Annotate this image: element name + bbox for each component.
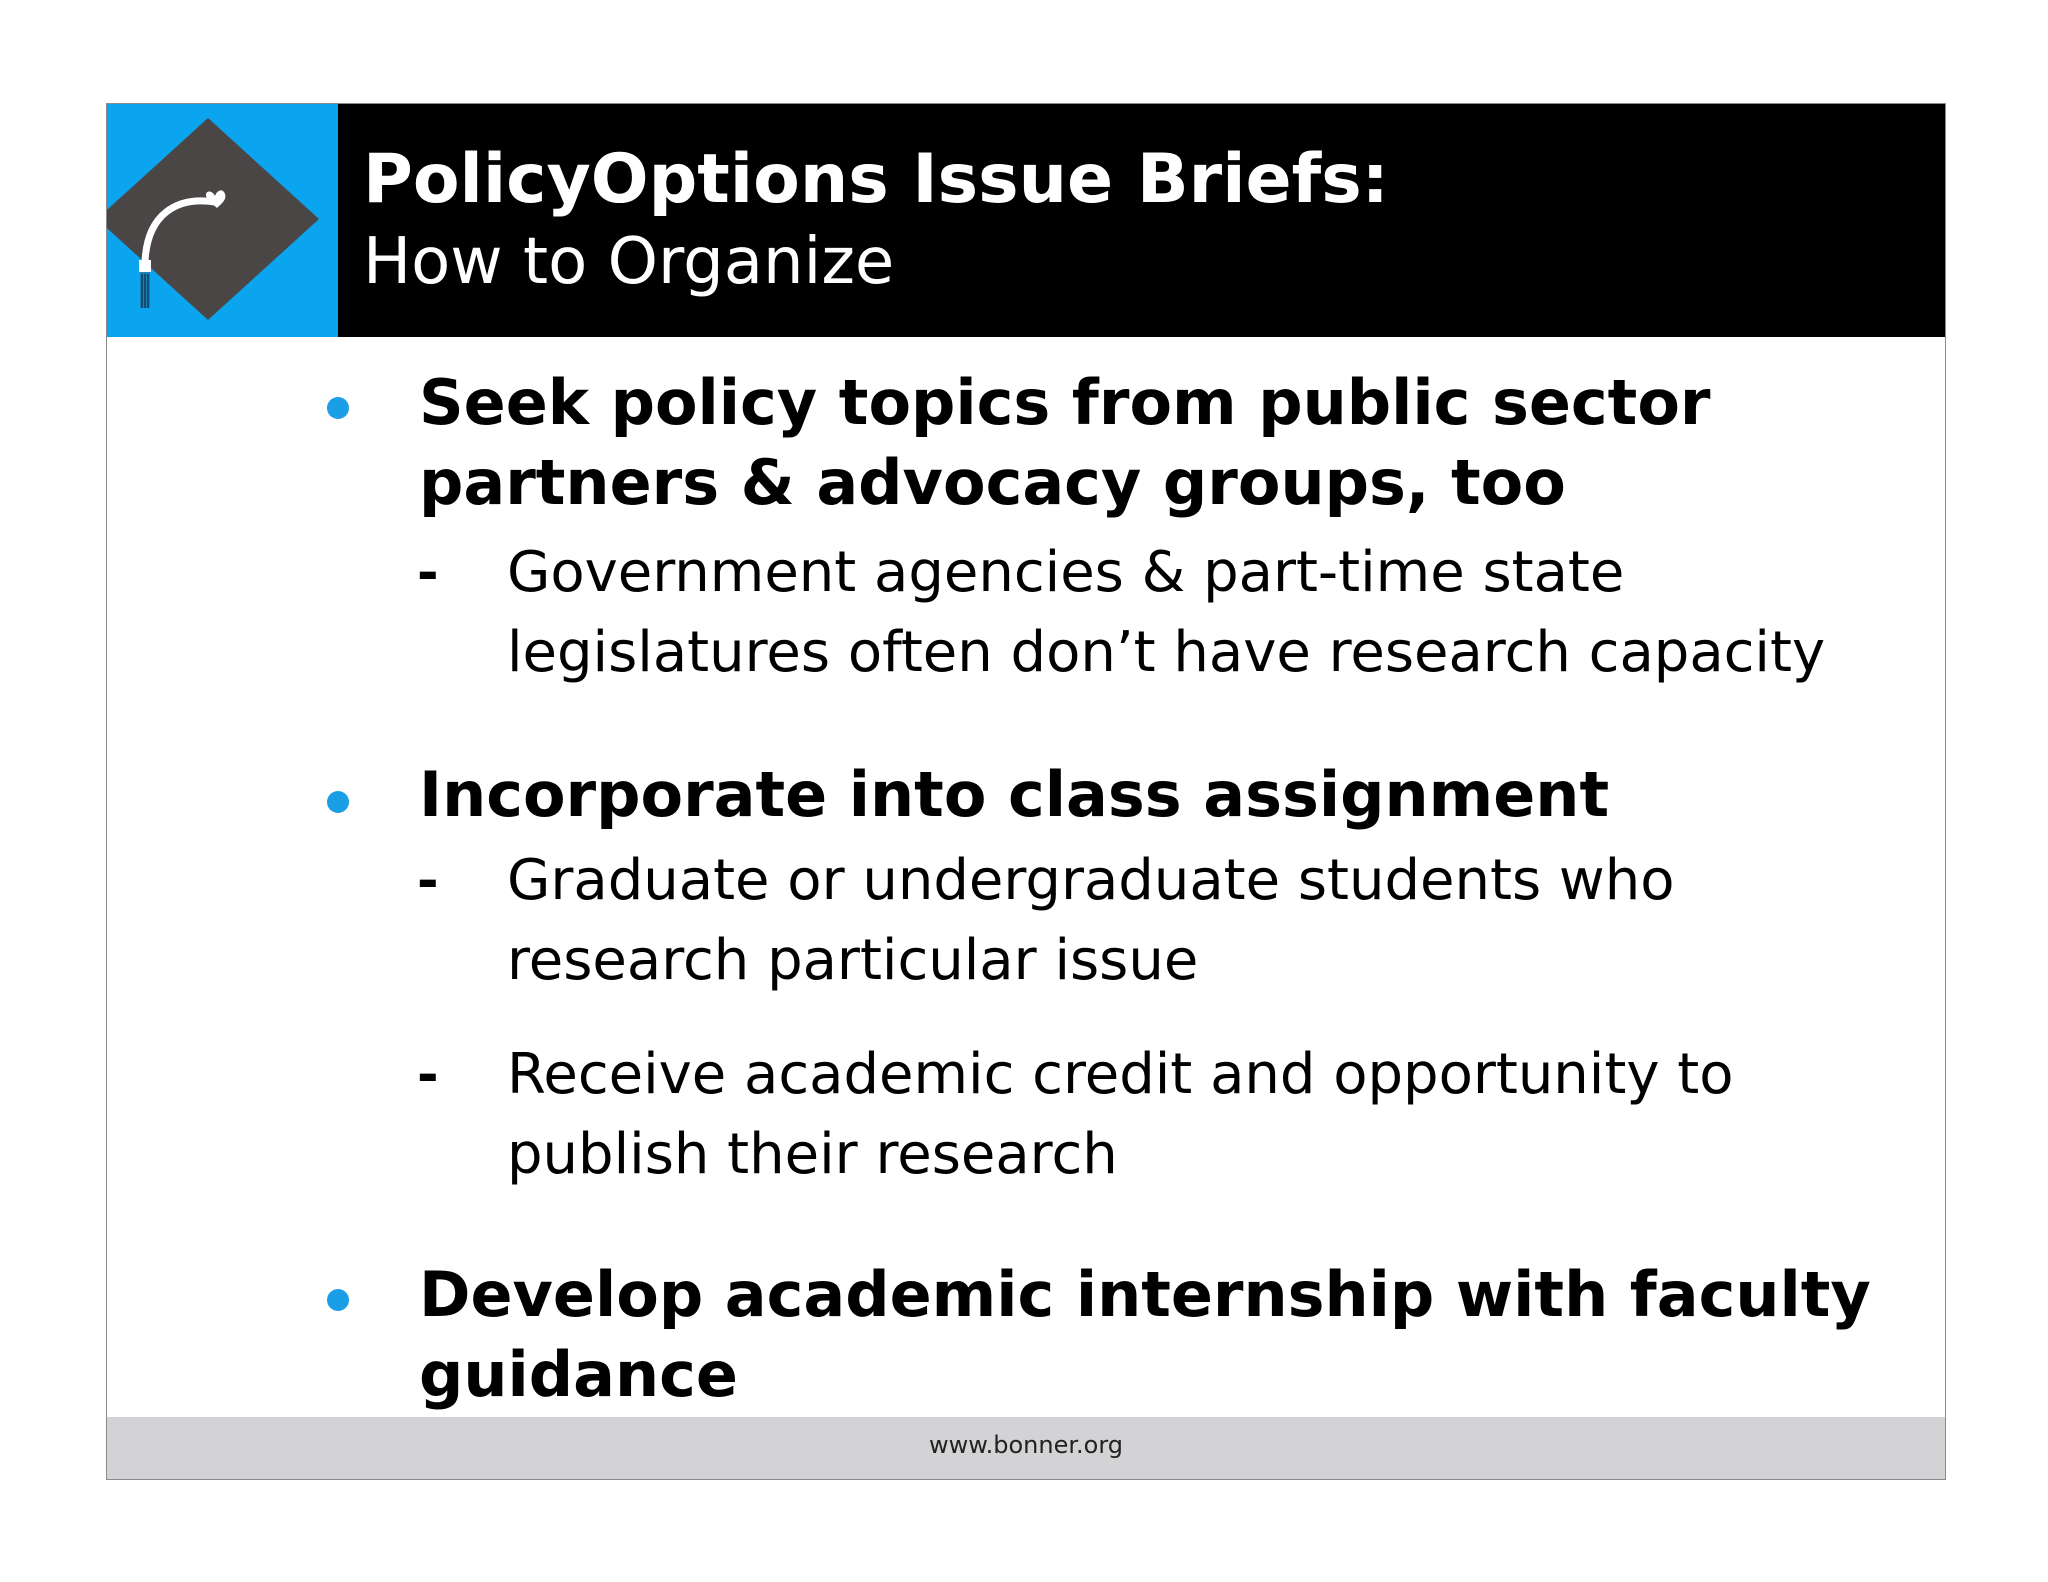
bullet-1-text: Seek policy topics from public sector partners & advocacy groups, too bbox=[419, 366, 1711, 519]
graduation-cap-logo-icon bbox=[107, 104, 338, 337]
bullet-dot-icon bbox=[327, 1289, 349, 1311]
bullet-1-sub-1-text: Government agencies & part-time state legislatures often don’t have research capacity bbox=[507, 540, 1826, 685]
slide-footer bbox=[107, 1417, 1945, 1479]
bullet-dot-icon bbox=[327, 791, 349, 813]
sub-dash: - bbox=[417, 1045, 439, 1105]
bullet-2-sub-2-text: Receive academic credit and opportunity to publish their research bbox=[507, 1042, 1734, 1187]
logo-box bbox=[107, 104, 338, 337]
bullet-3-text: Develop academic internship with faculty guidance bbox=[419, 1258, 1871, 1411]
slide-header bbox=[107, 104, 1945, 337]
bullet-2-text: Incorporate into class assignment bbox=[419, 758, 1610, 831]
sub-dash: - bbox=[417, 543, 439, 603]
bullet-dot-icon bbox=[327, 397, 349, 419]
slide-subtitle: How to Organize bbox=[363, 225, 895, 299]
slide bbox=[106, 103, 1946, 1480]
footer-url: www.bonner.org bbox=[928, 1431, 1124, 1459]
slide-title: PolicyOptions Issue Briefs: bbox=[363, 140, 1389, 219]
bullet-2-sub-1-text: Graduate or undergraduate students who research particular issue bbox=[507, 848, 1675, 993]
sub-dash: - bbox=[417, 851, 439, 911]
